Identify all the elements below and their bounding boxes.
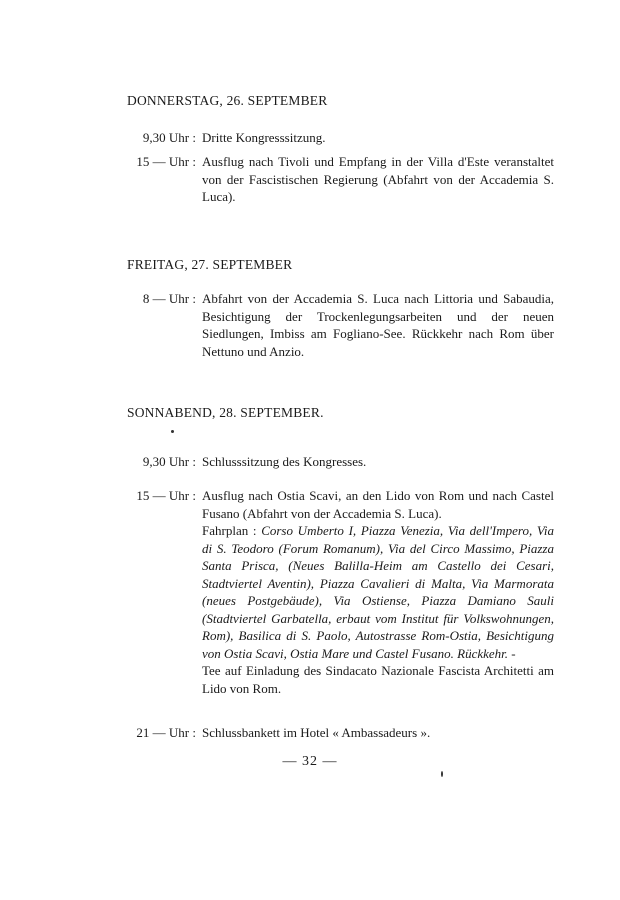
entry-text: Dritte Kongresssitzung. bbox=[202, 130, 326, 145]
entry-text: Schlussbankett im Hotel « Ambassadeurs ». bbox=[202, 725, 431, 740]
entry-time: 15 — Uhr : bbox=[136, 154, 196, 169]
entry-time: 8 — Uhr : bbox=[142, 291, 196, 306]
ink-speck bbox=[171, 430, 174, 433]
page-number: — 32 — bbox=[282, 754, 338, 769]
entry-text bbox=[202, 487, 554, 697]
route-label: Fahrplan : bbox=[202, 523, 257, 538]
entry-time: 9,30 Uhr : bbox=[142, 454, 196, 469]
day-heading-saturday: SONNABEND, 28. SEPTEMBER. bbox=[127, 405, 324, 420]
entry-text: Schlusssitzung des Kongresses. bbox=[202, 454, 367, 469]
entry-text: Ausflug nach Tivoli und Empfang in der Villa d'Este veranstaltet von der Fascistischen Regierung (Abfahrt von der Accademia S. Luca). bbox=[202, 154, 554, 204]
entry-time: 9,30 Uhr : bbox=[142, 130, 196, 145]
day-heading-thursday: DONNERSTAG, 26. SEPTEMBER bbox=[127, 93, 328, 108]
route-stops: Corso Umberto I, Piazza Venezia, Via dell'Impero, Via di S. Teodoro (Forum Romanum), Via del Circo Massimo, Piazza Santa Prisca, (Neues Balilla-Heim am Castello dei Cesari, Stadtviertel Aventin), Piazza Cavalieri di Malta, Via Marmorata (neues Postgebäude), Via Ostiense, Piazza Damiano Sauli (Stadtviertel Garbatella, erbaut vom Institut für Volkswohnungen, Rom), Basilica di S. Paolo, Autostrasse Rom-Ostia, Besichtigung von Ostia Scavi, Ostia Mare und Castel Fusano. Rückkehr. - bbox=[202, 523, 554, 661]
entry-time: 15 — Uhr : bbox=[136, 488, 196, 503]
ink-speck bbox=[441, 771, 443, 777]
entry-time: 21 — Uhr : bbox=[136, 725, 196, 740]
route-paragraph bbox=[202, 522, 554, 662]
entry-text: Abfahrt von der Accademia S. Luca nach Littoria und Sabaudia, Besichtigung der Trockenlegungsarbeiten und der neuen Siedlungen, Imbiss am Fogliano-See. Rückkehr nach Rom über Nettuno und Anzio. bbox=[202, 291, 554, 359]
tea-invitation: Tee auf Einladung des Sindacato Nazionale Fascista Architetti am Lido von Rom. bbox=[202, 663, 554, 696]
excursion-description: Ausflug nach Ostia Scavi, an den Lido von Rom und nach Castel Fusano (Abfahrt von der Accademia S. Luca). bbox=[202, 488, 554, 521]
day-heading-friday: FREITAG, 27. SEPTEMBER bbox=[127, 257, 293, 272]
